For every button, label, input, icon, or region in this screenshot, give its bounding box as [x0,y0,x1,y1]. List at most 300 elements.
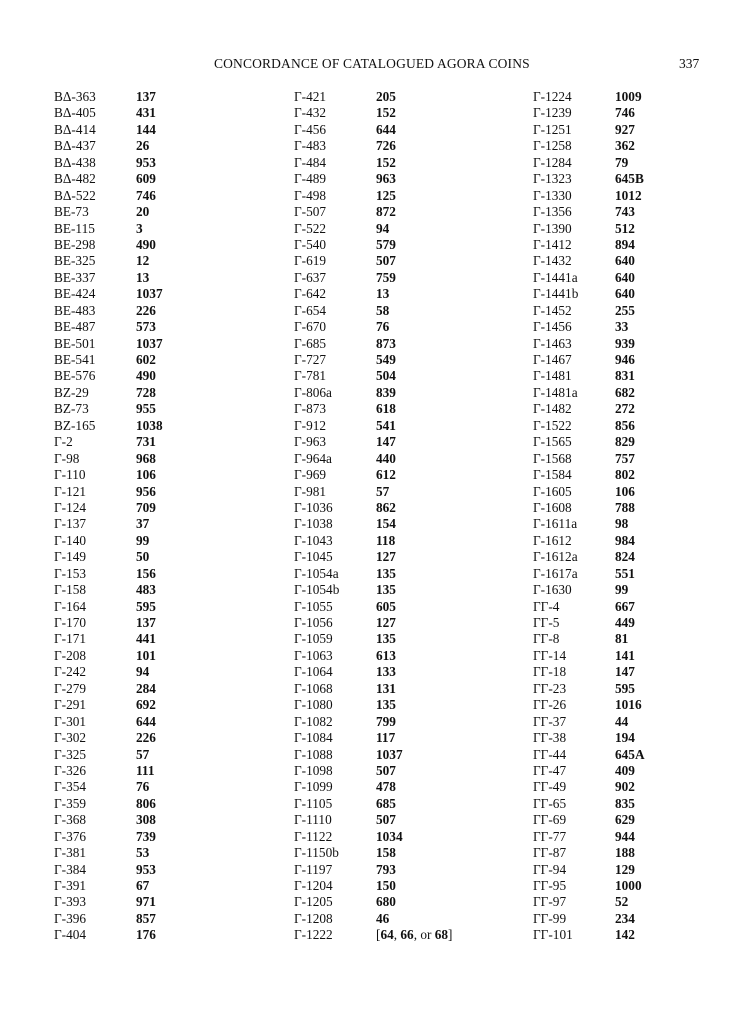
concordance-row [54,270,163,286]
concordance-row [533,484,645,500]
catalogue-number: 58 [376,302,390,318]
catalogue-number: 99 [615,582,629,598]
inventory-reference: ΒΕ-424 [54,286,96,302]
concordance-row [294,549,452,565]
inventory-reference: Γ-326 [54,762,87,778]
catalogue-number: 685 [376,795,396,811]
inventory-reference: ΓΓ-69 [533,812,567,828]
catalogue-number: 824 [615,549,635,565]
inventory-reference: Γ-456 [294,121,327,137]
catalogue-number: 125 [376,187,396,203]
concordance-row [533,697,645,713]
catalogue-number: 234 [615,910,635,926]
catalogue-number: 788 [615,499,635,515]
concordance-row [533,582,645,598]
catalogue-number: 131 [376,680,396,696]
catalogue-number: 1037 [136,286,163,302]
catalogue-number: 176 [136,927,156,943]
concordance-row [54,927,163,943]
concordance-row [54,434,163,450]
concordance-row [54,253,163,269]
inventory-reference: Γ-164 [54,598,87,614]
concordance-row [533,714,645,730]
catalogue-number: 272 [615,401,635,417]
concordance-row [294,352,452,368]
catalogue-number: [64, 66, or 68] [376,927,453,943]
concordance-row [294,221,452,237]
concordance-row [533,500,645,516]
inventory-reference: Γ-1330 [533,187,572,203]
concordance-row [54,138,163,154]
catalogue-number: 605 [376,598,396,614]
concordance-row [294,763,452,779]
catalogue-number: 902 [615,779,635,795]
catalogue-number: 857 [136,910,156,926]
catalogue-number: 731 [136,434,156,450]
concordance-row [533,812,645,828]
concordance-row [533,681,645,697]
concordance-row [533,845,645,861]
concordance-row [533,664,645,680]
concordance-row [54,829,163,845]
inventory-reference: Γ-393 [54,894,87,910]
inventory-reference: ΓΓ-65 [533,795,567,811]
inventory-reference: Γ-1482 [533,401,572,417]
catalogue-number: 1034 [376,828,403,844]
concordance-row [294,862,452,878]
inventory-reference: Γ-381 [54,845,87,861]
concordance-row [533,747,645,763]
concordance-row [294,237,452,253]
inventory-reference: Γ-1565 [533,434,572,450]
inventory-reference: Γ-137 [54,516,87,532]
concordance-row [54,582,163,598]
inventory-reference: ΒΕ-541 [54,352,96,367]
concordance-row [294,385,452,401]
concordance-row [294,253,452,269]
inventory-reference: Γ-1098 [294,762,333,778]
catalogue-number: 1037 [136,335,163,351]
inventory-reference: Γ-396 [54,910,87,926]
catalogue-number: 81 [615,631,629,647]
inventory-reference: Γ-1099 [294,779,333,795]
catalogue-number: 101 [136,647,156,663]
concordance-row [294,484,452,500]
inventory-reference: Γ-1611a [533,516,578,532]
inventory-reference: Γ-158 [54,582,87,598]
inventory-reference: Γ-1452 [533,302,572,318]
catalogue-number: 1038 [136,417,163,433]
concordance-row [294,911,452,927]
catalogue-number: 37 [136,516,150,532]
inventory-reference: ΓΓ-47 [533,762,567,778]
catalogue-number: 1016 [615,697,642,713]
inventory-reference: Γ-149 [54,549,87,565]
catalogue-number: 129 [615,861,635,877]
concordance-row [533,927,645,943]
concordance-row [54,763,163,779]
inventory-reference: Γ-498 [294,187,327,203]
concordance-row [533,763,645,779]
concordance-row [294,171,452,187]
catalogue-number: 573 [136,319,156,335]
concordance-row [54,89,163,105]
inventory-reference: ΒΔ-363 [54,89,96,104]
catalogue-number: 507 [376,762,396,778]
inventory-reference: Γ-1150b [294,845,339,861]
concordance-row [533,796,645,812]
concordance-row [54,516,163,532]
catalogue-number: 99 [136,532,150,548]
catalogue-number: 746 [136,187,156,203]
catalogue-number: 984 [615,532,635,548]
inventory-reference: Γ-1441b [533,286,579,302]
inventory-reference: Γ-1038 [294,516,333,532]
concordance-row [533,122,645,138]
inventory-reference: Γ-384 [54,861,87,877]
catalogue-number: 971 [136,894,156,910]
catalogue-number: 595 [615,680,635,696]
inventory-reference: Γ-291 [54,697,87,713]
inventory-reference: ΓΓ-77 [533,828,567,844]
inventory-reference: Γ-368 [54,812,87,828]
concordance-row [533,730,645,746]
concordance-row [533,237,645,253]
concordance-row [294,599,452,615]
catalogue-number: 968 [136,450,156,466]
concordance-row [54,286,163,302]
concordance-row [533,401,645,417]
inventory-reference: Γ-1432 [533,253,572,269]
catalogue-number: 205 [376,89,396,104]
inventory-reference: Γ-1222 [294,927,333,943]
catalogue-number: 618 [376,401,396,417]
catalogue-number: 944 [615,828,635,844]
catalogue-number: 26 [136,138,150,154]
inventory-reference: Γ-963 [294,434,327,450]
concordance-row [54,467,163,483]
concordance-row [294,500,452,516]
inventory-reference: Γ-354 [54,779,87,795]
inventory-reference: Γ-1088 [294,746,333,762]
inventory-reference: ΓΓ-37 [533,713,567,729]
concordance-row [294,845,452,861]
inventory-reference: Γ-642 [294,286,327,302]
concordance-row [533,549,645,565]
concordance-row [54,681,163,697]
inventory-reference: Γ-1617a [533,565,578,581]
concordance-row [294,796,452,812]
concordance-row [294,631,452,647]
catalogue-number: 94 [376,220,390,236]
concordance-row [54,155,163,171]
concordance-row [54,171,163,187]
inventory-reference: Γ-1584 [533,467,572,483]
catalogue-number: 76 [376,319,390,335]
inventory-reference: ΓΓ-14 [533,647,567,663]
concordance-row [54,484,163,500]
catalogue-number: 541 [376,417,396,433]
concordance-row [54,878,163,894]
catalogue-number: 50 [136,549,150,565]
catalogue-number: 284 [136,680,156,696]
catalogue-number: 746 [615,105,635,121]
catalogue-number: 52 [615,894,629,910]
catalogue-number: 188 [615,845,635,861]
concordance-row [533,270,645,286]
concordance-row [54,730,163,746]
catalogue-number: 137 [136,89,156,104]
concordance-row [54,845,163,861]
inventory-reference: Γ-522 [294,220,327,236]
concordance-row [294,615,452,631]
catalogue-number: 106 [136,467,156,483]
concordance-row [294,122,452,138]
inventory-reference: ΓΓ-44 [533,746,567,762]
concordance-row [294,105,452,121]
concordance-row [533,286,645,302]
inventory-reference: Γ-110 [54,467,86,483]
inventory-reference: ΒΖ-29 [54,384,89,400]
inventory-reference: ΒΔ-414 [54,121,96,137]
concordance-row [294,747,452,763]
inventory-reference: Γ-1082 [294,713,333,729]
inventory-reference: Γ-432 [294,105,327,121]
catalogue-number: 512 [615,220,635,236]
catalogue-number: 894 [615,236,635,252]
catalogue-number: 308 [136,812,156,828]
concordance-row [54,105,163,121]
concordance-row [54,779,163,795]
inventory-reference: ΒΔ-522 [54,187,96,203]
inventory-reference: Γ-1205 [294,894,333,910]
inventory-reference: Γ-483 [294,138,327,154]
catalogue-number: 490 [136,368,156,384]
concordance-row [294,697,452,713]
inventory-reference: ΓΓ-18 [533,664,567,680]
concordance-row [294,188,452,204]
catalogue-number: 739 [136,828,156,844]
inventory-reference: Γ-781 [294,368,327,384]
catalogue-number: 79 [615,154,629,170]
inventory-reference: Γ-619 [294,253,327,269]
catalogue-number: 255 [615,302,635,318]
catalogue-number: 449 [615,615,635,630]
concordance-row [54,500,163,516]
concordance-row [294,582,452,598]
catalogue-number: 644 [376,121,396,137]
catalogue-number: 1012 [615,187,642,203]
inventory-reference: ΒΕ-298 [54,236,96,252]
concordance-row [294,204,452,220]
inventory-reference: ΓΓ-97 [533,894,567,910]
concordance-row [533,648,645,664]
inventory-reference: ΒΔ-482 [54,171,96,187]
catalogue-number: 76 [136,779,150,795]
inventory-reference: Γ-2 [54,434,73,450]
inventory-reference: Γ-1080 [294,697,333,713]
catalogue-number: 927 [615,121,635,137]
catalogue-number: 613 [376,647,396,663]
concordance-row [54,599,163,615]
concordance-row [54,648,163,664]
inventory-reference: Γ-1481 [533,368,572,384]
inventory-reference: Γ-1054a [294,565,339,581]
catalogue-number: 409 [615,762,635,778]
inventory-reference: Γ-301 [54,713,87,729]
inventory-reference: Γ-1059 [294,631,333,647]
catalogue-number: 144 [136,121,156,137]
catalogue-number: 53 [136,845,150,861]
inventory-reference: ΒΖ-73 [54,401,89,417]
catalogue-number: 147 [615,664,635,680]
catalogue-number: 226 [136,302,156,318]
concordance-row [54,303,163,319]
concordance-row [54,221,163,237]
inventory-reference: Γ-1056 [294,615,333,630]
catalogue-number: 946 [615,352,635,367]
concordance-row [294,451,452,467]
inventory-reference: Γ-637 [294,269,327,285]
catalogue-number: 135 [376,631,396,647]
inventory-reference: Γ-1463 [533,335,572,351]
catalogue-number: 629 [615,812,635,828]
catalogue-number: 839 [376,384,396,400]
inventory-reference: ΓΓ-8 [533,631,560,647]
catalogue-number: 579 [376,236,396,252]
concordance-row [294,303,452,319]
catalogue-number: 152 [376,105,396,121]
catalogue-number: 692 [136,697,156,713]
inventory-reference: Γ-1110 [294,812,332,828]
concordance-row [54,862,163,878]
catalogue-number: 709 [136,499,156,515]
concordance-row [533,418,645,434]
concordance-row [54,418,163,434]
catalogue-number: 158 [376,845,396,861]
concordance-row [54,188,163,204]
concordance-row [54,401,163,417]
catalogue-number: 133 [376,664,396,680]
catalogue-number: 640 [615,286,635,302]
concordance-row [294,138,452,154]
inventory-reference: ΓΓ-26 [533,697,567,713]
catalogue-number: 595 [136,598,156,614]
inventory-reference: ΓΓ-94 [533,861,567,877]
concordance-row [294,516,452,532]
catalogue-number: 20 [136,204,150,220]
inventory-reference: Γ-124 [54,499,87,515]
inventory-reference: Γ-1605 [533,483,572,499]
inventory-reference: Γ-1064 [294,664,333,680]
concordance-row [533,336,645,352]
catalogue-number: 98 [615,516,629,532]
inventory-reference: Γ-1412 [533,236,572,252]
catalogue-number: 645A [615,746,645,762]
inventory-reference: ΒΕ-487 [54,319,96,335]
concordance-row [533,566,645,582]
catalogue-number: 490 [136,236,156,252]
inventory-reference: Γ-507 [294,204,327,220]
inventory-reference: Γ-1630 [533,582,572,598]
concordance-row [533,631,645,647]
inventory-reference: Γ-404 [54,927,87,943]
catalogue-number: 939 [615,335,635,351]
inventory-reference: Γ-421 [294,89,327,104]
inventory-reference: Γ-1045 [294,549,333,565]
catalogue-number: 152 [376,154,396,170]
catalogue-number: 953 [136,861,156,877]
concordance-row [294,368,452,384]
catalogue-number: 431 [136,105,156,121]
concordance-row [533,138,645,154]
catalogue-number: 507 [376,253,396,269]
concordance-row [294,894,452,910]
concordance-row [294,286,452,302]
inventory-reference: Γ-873 [294,401,327,417]
catalogue-number: 94 [136,664,150,680]
concordance-row [294,829,452,845]
inventory-reference: Γ-670 [294,319,327,335]
concordance-row [533,615,645,631]
page-header [0,56,748,76]
concordance-row [533,451,645,467]
concordance-row [54,911,163,927]
catalogue-number: 793 [376,861,396,877]
concordance-row [54,697,163,713]
concordance-row [54,122,163,138]
catalogue-number: 856 [615,417,635,433]
catalogue-number: 142 [615,927,635,943]
concordance-row [54,451,163,467]
catalogue-number: 953 [136,154,156,170]
catalogue-number: 1009 [615,89,642,104]
inventory-reference: ΒΕ-115 [54,220,95,236]
catalogue-number: 680 [376,894,396,910]
inventory-reference: ΓΓ-95 [533,878,567,893]
concordance-row [54,319,163,335]
concordance-row [54,664,163,680]
inventory-reference: Γ-171 [54,631,87,647]
inventory-reference: ΒΕ-483 [54,302,96,318]
inventory-reference: Γ-489 [294,171,327,187]
concordance-row [294,467,452,483]
inventory-reference: ΒΖ-165 [54,417,96,433]
inventory-reference: Γ-1323 [533,171,572,187]
catalogue-number: 141 [615,647,635,663]
inventory-reference: Γ-1522 [533,417,572,433]
catalogue-number: 872 [376,204,396,220]
inventory-reference: Γ-208 [54,647,87,663]
catalogue-number: 743 [615,204,635,220]
inventory-reference: Γ-1208 [294,910,333,926]
concordance-row [294,664,452,680]
catalogue-number: 111 [136,762,155,778]
concordance-row [54,812,163,828]
catalogue-number: 106 [615,483,635,499]
inventory-reference: Γ-1612a [533,549,578,565]
inventory-reference: Γ-912 [294,417,327,433]
inventory-reference: Γ-1251 [533,121,572,137]
concordance-row [294,779,452,795]
inventory-reference: Γ-242 [54,664,87,680]
catalogue-number: 682 [615,384,635,400]
catalogue-number: 873 [376,335,396,351]
concordance-row [533,516,645,532]
concordance-row [533,221,645,237]
concordance-row [54,714,163,730]
catalogue-number: 644 [136,713,156,729]
